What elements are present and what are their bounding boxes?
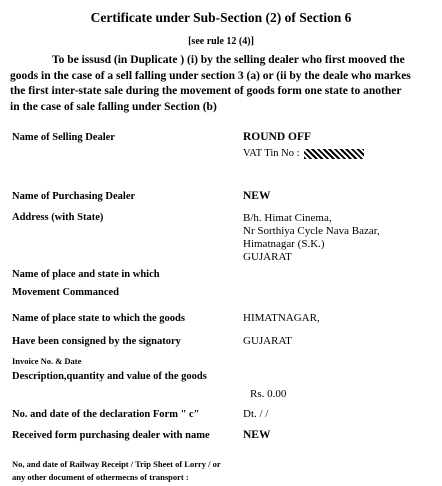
railway-label-1: No, and date of Railway Receipt / Trip Sheet of Lorry / or [12, 459, 221, 469]
address-line: Himatnagar (S.K.) [243, 238, 325, 250]
intro-line: in the case of sale falling under Section (b) [10, 100, 217, 113]
amount-value: Rs. 0.00 [250, 388, 287, 400]
vat-tin-label: VAT Tin No : [243, 148, 300, 159]
vat-tin-row [243, 148, 364, 159]
address-label: Address (with State) [12, 212, 104, 223]
destination-label: Name of place state to which the goods [12, 313, 185, 324]
intro-line: the first inter-state sale during the movement of goods form one state to another [10, 85, 402, 97]
declaration-value: Dt. / / [243, 408, 269, 420]
selling-dealer-label: Name of Selling Dealer [12, 132, 115, 143]
consigned-label: Have been consigned by the signatory [12, 336, 181, 347]
invoice-label: Invoice No. & Date [12, 356, 82, 366]
intro-paragraph [10, 53, 438, 115]
intro-line: To be issusd (in Duplicate ) (i) by the selling dealer who first mooved the [52, 54, 405, 66]
movement-label-2: Movement Commanced [12, 287, 120, 298]
purchasing-dealer-value: NEW [243, 190, 271, 202]
consigned-value: GUJARAT [243, 335, 292, 347]
address-line: GUJARAT [243, 251, 292, 263]
railway-label-2: any other document of othermecns of transport : [12, 472, 189, 482]
address-value [243, 212, 380, 264]
selling-dealer-value: ROUND OFF [243, 131, 312, 143]
received-value: NEW [243, 429, 271, 441]
movement-label-1: Name of place and state in which [12, 269, 160, 280]
intro-line: goods in the case of a sell falling under section 3 (a) or (ii by the deale who markes [10, 69, 411, 82]
page-title: Certificate under Sub-Section (2) of Section 6 [90, 10, 352, 25]
address-line: B/h. Himat Cinema, [243, 212, 332, 224]
redacted-tin-mask [304, 149, 364, 159]
purchasing-dealer-label: Name of Purchasing Dealer [12, 191, 136, 202]
rule-reference: [see rule 12 (4)] [188, 36, 254, 47]
address-line: Nr Sorthiya Cycle Nava Bazar, [243, 225, 380, 237]
received-label: Received form purchasing dealer with name [12, 430, 210, 441]
declaration-label: No. and date of the declaration Form " c" [12, 409, 200, 420]
description-label: Description,quantity and value of the goods [12, 371, 207, 382]
destination-value: HIMATNAGAR, [243, 312, 320, 324]
